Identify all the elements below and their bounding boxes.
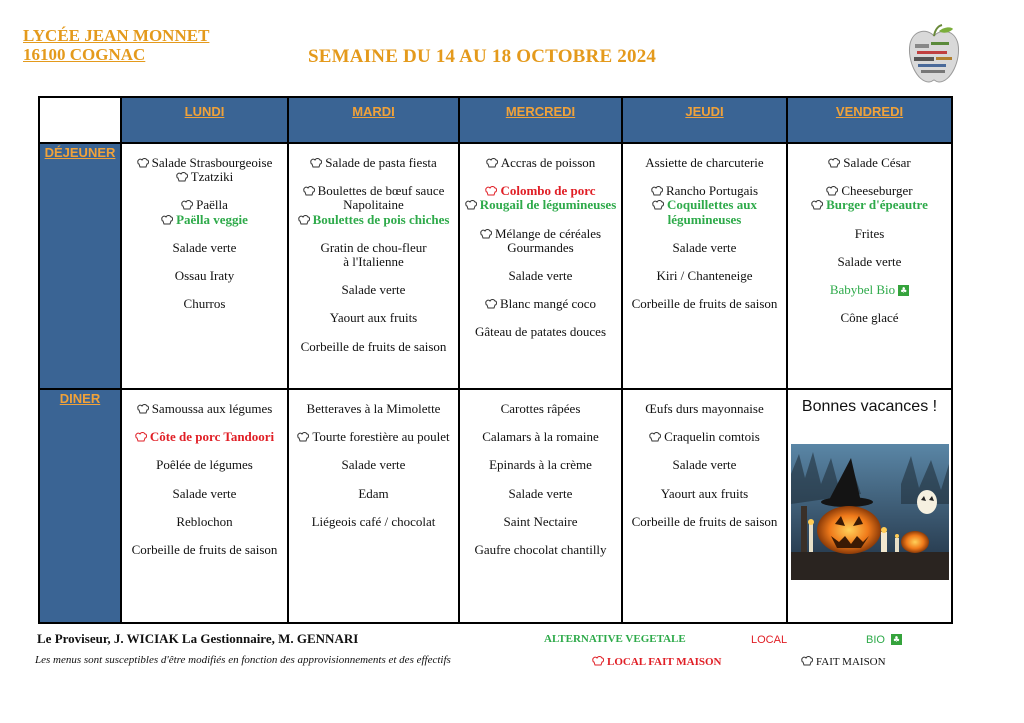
menu-item — [122, 515, 287, 529]
chef-hat-icon — [298, 215, 310, 225]
menu-item — [623, 402, 786, 416]
item-spacer — [623, 444, 786, 458]
menu-item — [289, 311, 458, 325]
menu-item-label: légumineuses — [667, 211, 742, 227]
menu-item — [623, 213, 786, 227]
legend-fait-maison — [801, 656, 886, 668]
item-spacer — [460, 311, 621, 325]
menu-item — [122, 430, 287, 444]
menu-item — [460, 269, 621, 283]
item-spacer — [460, 283, 621, 297]
menu-item-label: Accras de poisson — [500, 155, 596, 170]
menu-item-label: Gâteau de patates douces — [474, 324, 607, 340]
item-spacer — [460, 213, 621, 227]
menu-item — [289, 402, 458, 416]
menu-item — [623, 297, 786, 311]
item-spacer — [788, 297, 951, 311]
menu-item — [460, 487, 621, 501]
item-spacer — [122, 444, 287, 458]
menu-item-label: Paëlla veggie — [176, 211, 248, 227]
menu-item-label: Salade César — [843, 155, 911, 170]
legend-local: LOCAL — [751, 634, 788, 646]
menu-item — [122, 402, 287, 416]
item-spacer — [788, 213, 951, 227]
legend-local-fait-maison — [592, 656, 722, 668]
legend-bio-label: BIO — [866, 634, 885, 646]
menu-item-label: Edam — [358, 485, 389, 501]
menu-item-label: Salade verte — [508, 268, 573, 284]
menu-item-label: Salade verte — [837, 253, 902, 269]
menu-item — [460, 297, 621, 311]
menu-item — [788, 184, 951, 198]
menu-item — [623, 198, 786, 212]
menu-item — [623, 184, 786, 198]
legend-fait-maison-label: FAIT MAISON — [816, 656, 886, 668]
chef-hat-icon — [651, 186, 663, 196]
menu-item — [788, 311, 951, 325]
weekly-menu-table — [38, 96, 953, 624]
menu-item-label: Corbeille de fruits de saison — [131, 542, 278, 558]
menu-item — [623, 458, 786, 472]
lunch-cell-vendredi — [787, 143, 952, 389]
menu-item — [460, 515, 621, 529]
chef-hat-icon — [811, 200, 823, 210]
menu-item — [460, 325, 621, 339]
item-spacer — [122, 416, 287, 430]
menu-item-label: Paëlla — [196, 197, 228, 213]
chef-hat-icon — [828, 158, 840, 168]
item-spacer — [623, 283, 786, 297]
item-spacer — [289, 326, 458, 340]
menu-item — [623, 241, 786, 255]
menu-item-label: Rougail de légumineuses — [479, 197, 617, 213]
menu-item — [289, 213, 458, 227]
menu-item — [623, 156, 786, 170]
week-title: SEMAINE DU 14 AU 18 OCTOBRE 2024 — [308, 46, 657, 67]
lunch-cell-lundi — [121, 143, 288, 389]
item-spacer — [289, 473, 458, 487]
bio-leaf-icon: ♣ — [900, 286, 908, 296]
menu-item — [122, 487, 287, 501]
menu-item-label: Salade verte — [672, 239, 737, 255]
menu-item — [289, 255, 458, 269]
item-spacer — [289, 416, 458, 430]
menu-item — [122, 213, 287, 227]
menu-item-label: Frites — [854, 225, 885, 241]
chef-hat-icon — [826, 186, 838, 196]
menu-item — [289, 458, 458, 472]
legend-local-fait-maison-label: LOCAL FAIT MAISON — [607, 656, 722, 668]
menu-item-label: Gratin de chou-fleur — [320, 239, 427, 255]
dinner-cell-jeudi — [622, 389, 787, 623]
menu-item — [122, 156, 287, 170]
menu-item-label: Salade verte — [341, 457, 406, 473]
chef-hat-icon — [181, 200, 193, 210]
item-spacer — [623, 255, 786, 269]
menu-item — [788, 198, 951, 212]
table-corner — [39, 97, 121, 143]
day-header-mardi: MARDI — [288, 97, 459, 143]
menu-item-label: Assiette de charcuterie — [645, 155, 764, 170]
menu-item-label: Côte de porc Tandoori — [149, 429, 275, 445]
dinner-cell-vendredi — [787, 389, 952, 623]
menu-item-label: Tzatziki — [190, 169, 234, 185]
bio-leaf-icon: ♣ — [892, 635, 901, 644]
lunch-cell-mardi — [288, 143, 459, 389]
menu-item-label: Mélange de céréales — [494, 225, 602, 241]
menu-item-label: Yaourt aux fruits — [660, 485, 749, 501]
menu-item — [788, 156, 951, 170]
menu-item-label: Epinards à la crème — [489, 457, 592, 473]
menu-item — [289, 241, 458, 255]
menu-item — [122, 198, 287, 212]
menu-item-label: Salade verte — [172, 485, 237, 501]
chef-hat-icon — [137, 158, 149, 168]
item-spacer — [122, 283, 287, 297]
legend-vegetal: ALTERNATIVE VEGETALE — [544, 633, 686, 645]
menu-item-label: Poêlée de légumes — [156, 457, 253, 473]
menu-item — [289, 340, 458, 354]
chef-hat-icon — [137, 404, 149, 414]
chef-hat-icon — [465, 200, 477, 210]
menu-item — [460, 402, 621, 416]
item-spacer — [289, 269, 458, 283]
menu-item-label: Coquillettes aux — [667, 197, 757, 213]
item-spacer — [122, 184, 287, 198]
item-spacer — [122, 255, 287, 269]
day-header-mercredi: MERCREDI — [459, 97, 622, 143]
menu-item — [289, 184, 458, 198]
item-spacer — [289, 297, 458, 311]
item-spacer — [788, 269, 951, 283]
school-header — [23, 26, 209, 64]
menu-item-label: Tourte forestière au poulet — [312, 429, 450, 445]
item-spacer — [460, 444, 621, 458]
item-spacer — [289, 170, 458, 184]
apple-logo-icon — [905, 24, 963, 86]
menu-item-label: Salade Strasbourgeoise — [151, 155, 273, 170]
dinner-cell-mercredi — [459, 389, 622, 623]
item-spacer — [289, 227, 458, 241]
item-spacer — [460, 473, 621, 487]
item-spacer — [460, 529, 621, 543]
halloween-image — [791, 444, 949, 580]
chef-hat-red-icon — [135, 432, 147, 442]
menu-item — [623, 487, 786, 501]
vacation-message: Bonnes vacances ! — [801, 398, 938, 415]
menu-item — [460, 430, 621, 444]
menu-item-label: Gourmandes — [507, 239, 574, 255]
day-header-lundi: LUNDI — [121, 97, 288, 143]
item-spacer — [122, 529, 287, 543]
menu-item — [460, 227, 621, 241]
menu-item — [788, 227, 951, 241]
menu-item — [460, 241, 621, 255]
menu-item — [289, 156, 458, 170]
menu-item-label: Yaourt aux fruits — [329, 310, 418, 326]
item-spacer — [623, 170, 786, 184]
menu-item-label: Cône glacé — [840, 310, 899, 326]
menu-item-label: Kiri / Chanteneige — [656, 268, 753, 284]
menu-item-label: Blanc mangé coco — [499, 296, 596, 312]
item-spacer — [289, 501, 458, 515]
item-spacer — [623, 416, 786, 430]
menu-item-label: Salade verte — [508, 485, 573, 501]
menu-item-label: Corbeille de fruits de saison — [300, 338, 447, 354]
menu-item-label: Craquelin comtois — [664, 429, 760, 445]
disclaimer-note: Les menus sont susceptibles d'être modifiés en fonction des approvisionnements et des effectifs — [35, 654, 451, 666]
menu-item-label: Salade verte — [672, 457, 737, 473]
item-spacer — [623, 473, 786, 487]
menu-item — [623, 430, 786, 444]
chef-hat-icon — [486, 158, 498, 168]
item-spacer — [460, 170, 621, 184]
chef-hat-icon — [310, 158, 322, 168]
menu-item — [460, 184, 621, 198]
menu-item-label: Burger d'épeautre — [826, 197, 928, 213]
menu-item — [122, 458, 287, 472]
chef-hat-icon — [480, 229, 492, 239]
menu-item-label: Calamars à la romaine — [482, 429, 599, 445]
menu-item-label: Œufs durs mayonnaise — [645, 401, 764, 416]
menu-item-label: Babybel Bio — [829, 282, 896, 298]
chef-hat-icon — [652, 200, 664, 210]
menu-item-label: Carottes râpées — [500, 401, 581, 416]
menu-item-label: Boulettes de pois chiches — [312, 211, 450, 227]
menu-item-label: Gaufre chocolat chantilly — [474, 542, 607, 558]
chef-hat-red-icon — [485, 186, 497, 196]
menu-item-label: Corbeille de fruits de saison — [631, 296, 778, 312]
chef-hat-icon — [303, 186, 315, 196]
menu-item-label: Betteraves à la Mimolette — [306, 401, 441, 416]
menu-item-label: Salade de pasta fiesta — [325, 155, 437, 170]
menu-item — [460, 543, 621, 557]
menu-item-label: Rancho Portugais — [665, 183, 759, 199]
menu-item-label: Liégeois café / chocolat — [311, 513, 436, 529]
menu-item-label: à l'Italienne — [343, 254, 404, 270]
menu-item — [122, 269, 287, 283]
chef-hat-icon — [176, 172, 188, 182]
menu-item-label: Salade verte — [172, 239, 237, 255]
menu-item-label: Salade verte — [341, 282, 406, 298]
lunch-cell-jeudi — [622, 143, 787, 389]
menu-item — [289, 198, 458, 212]
menu-item — [460, 458, 621, 472]
menu-item — [460, 156, 621, 170]
row-label-dinner: DINER — [39, 389, 121, 623]
menu-item-label: Cheeseburger — [841, 183, 913, 199]
menu-item-label: Colombo de porc — [500, 183, 596, 199]
menu-item-label: Reblochon — [176, 513, 233, 529]
day-header-vendredi: VENDREDI — [787, 97, 952, 143]
chef-hat-icon — [649, 432, 661, 442]
item-spacer — [460, 416, 621, 430]
menu-item — [122, 241, 287, 255]
item-spacer — [122, 473, 287, 487]
chef-hat-red-icon — [592, 656, 604, 666]
lunch-cell-mercredi — [459, 143, 622, 389]
menu-item — [122, 543, 287, 557]
item-spacer — [788, 170, 951, 184]
menu-item — [289, 515, 458, 529]
menu-item-label: Napolitaine — [343, 197, 404, 213]
menu-item — [122, 297, 287, 311]
school-name: LYCÉE JEAN MONNET — [23, 26, 210, 45]
item-spacer — [623, 501, 786, 515]
chef-hat-icon — [801, 656, 813, 666]
legend-bio — [866, 634, 902, 646]
menu-item — [289, 430, 458, 444]
item-spacer — [122, 227, 287, 241]
item-spacer — [122, 501, 287, 515]
menu-item — [289, 487, 458, 501]
menu-item — [460, 198, 621, 212]
menu-item — [122, 170, 287, 184]
menu-item-label: Saint Nectaire — [503, 513, 578, 529]
dinner-cell-mardi — [288, 389, 459, 623]
menu-item — [623, 515, 786, 529]
item-spacer — [289, 444, 458, 458]
item-spacer — [788, 241, 951, 255]
menu-item-label: Samoussa aux légumes — [151, 401, 273, 416]
signature-line: Le Proviseur, J. WICIAK La Gestionnaire, M. GENNARI — [37, 631, 359, 646]
menu-item-label: Ossau Iraty — [174, 268, 235, 284]
menu-item — [788, 283, 951, 297]
menu-item — [788, 255, 951, 269]
school-city: 16100 COGNAC — [23, 45, 146, 64]
chef-hat-icon — [161, 215, 173, 225]
dinner-cell-lundi — [121, 389, 288, 623]
menu-item-label: Corbeille de fruits de saison — [631, 513, 778, 529]
chef-hat-icon — [485, 299, 497, 309]
item-spacer — [623, 227, 786, 241]
chef-hat-icon — [297, 432, 309, 442]
menu-item-label: Churros — [183, 296, 226, 312]
item-spacer — [460, 255, 621, 269]
menu-item — [623, 269, 786, 283]
item-spacer — [460, 501, 621, 515]
menu-item — [289, 283, 458, 297]
row-label-lunch: DÉJEUNER — [39, 143, 121, 389]
menu-item-label: Boulettes de bœuf sauce — [317, 183, 445, 199]
day-header-jeudi: JEUDI — [622, 97, 787, 143]
